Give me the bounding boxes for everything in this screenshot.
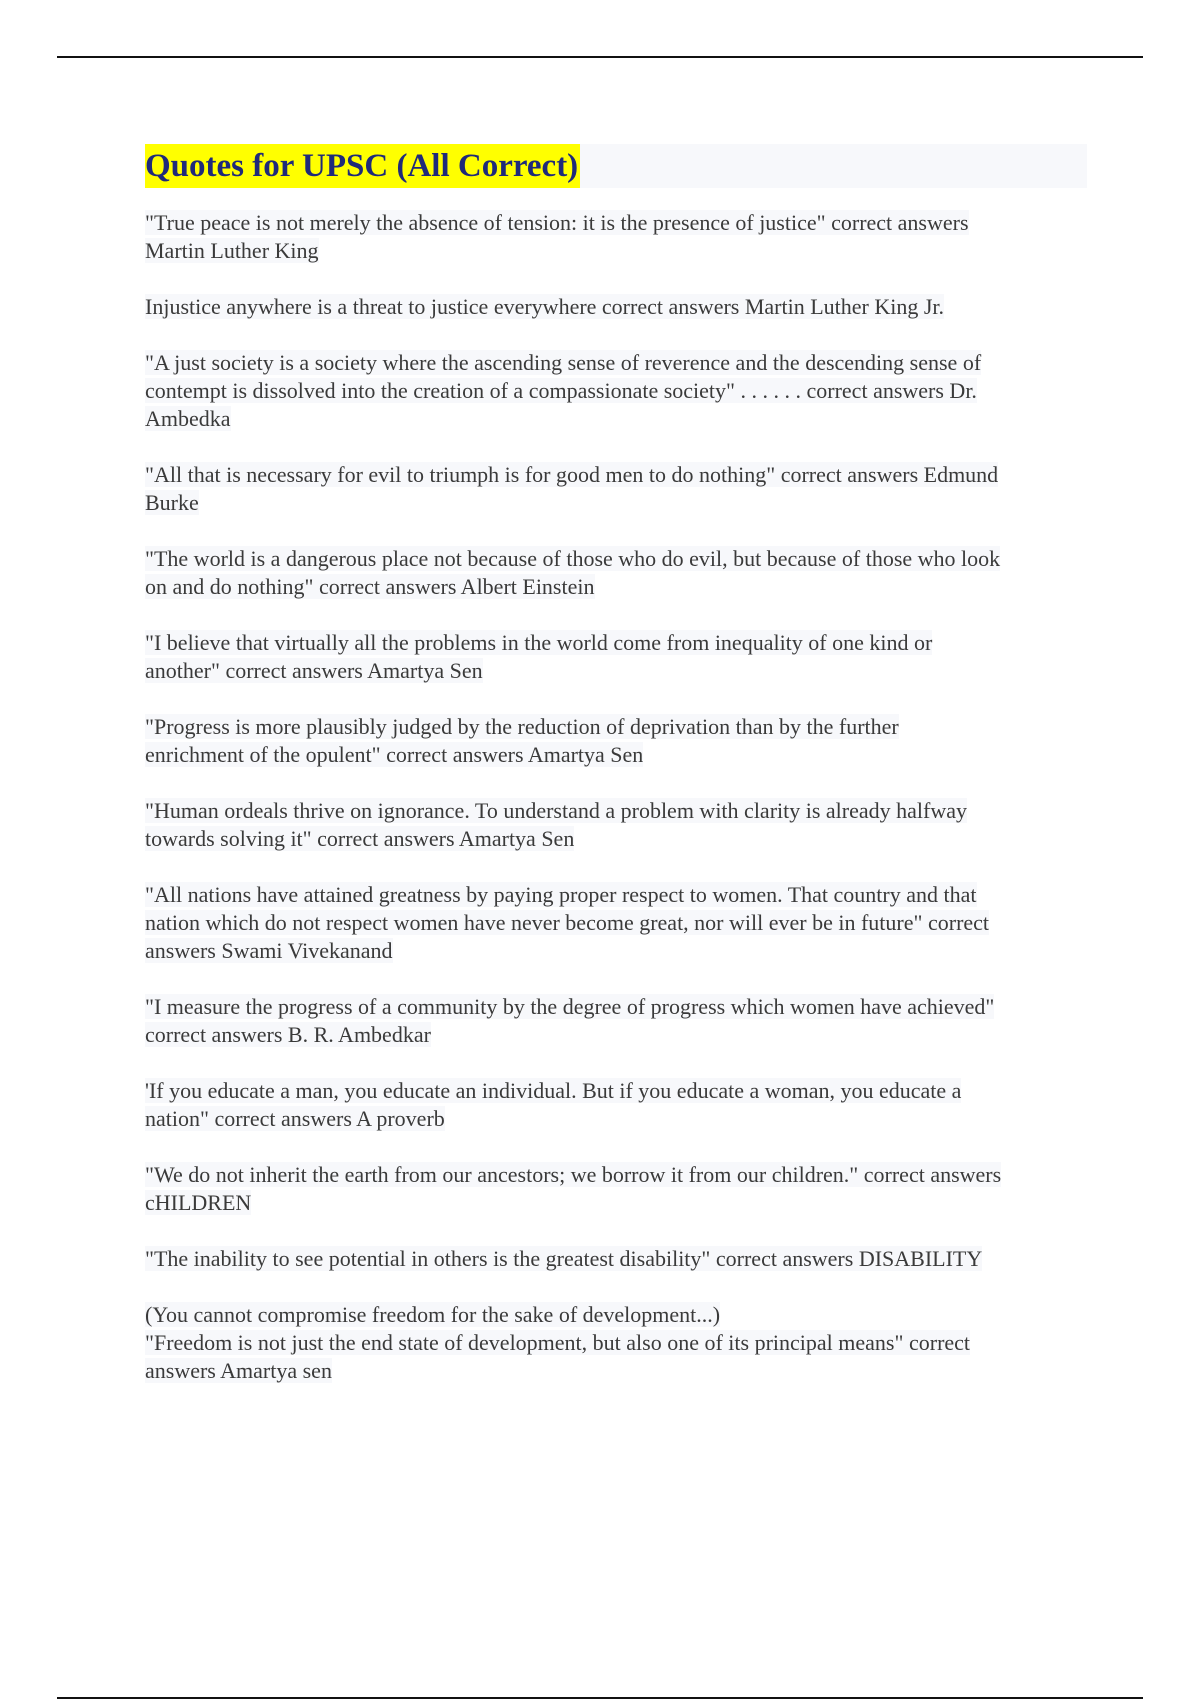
- quote-line: enrichment of the opulent" correct answers Amartya Sen: [145, 742, 644, 767]
- quote-item: [145, 1301, 1087, 1385]
- quote-line: "The inability to see potential in others is the greatest disability" correct answers DISABILITY: [145, 1246, 983, 1271]
- quote-line: "All nations have attained greatness by paying proper respect to women. That country and that: [145, 882, 977, 907]
- quote-line: Injustice anywhere is a threat to justice everywhere correct answers Martin Luther King Jr.: [145, 294, 945, 319]
- quote-item: [145, 461, 1087, 517]
- quote-line: "Human ordeals thrive on ignorance. To understand a problem with clarity is already halfway: [145, 798, 968, 823]
- quote-item: [145, 1161, 1087, 1217]
- quote-list: [145, 209, 1087, 1413]
- quote-item: [145, 545, 1087, 601]
- quote-item: [145, 629, 1087, 685]
- top-rule: [57, 56, 1143, 58]
- quote-item: [145, 881, 1087, 965]
- quote-item: [145, 993, 1087, 1049]
- quote-line: "I believe that virtually all the problems in the world come from inequality of one kind or: [145, 630, 933, 655]
- title-row: [145, 144, 1087, 188]
- quote-line: another" correct answers Amartya Sen: [145, 658, 483, 683]
- quote-line: on and do nothing" correct answers Albert Einstein: [145, 574, 595, 599]
- quote-line: "The world is a dangerous place not because of those who do evil, but because of those who look: [145, 546, 1001, 571]
- document-title: Quotes for UPSC (All Correct): [145, 144, 580, 188]
- quote-line: "We do not inherit the earth from our ancestors; we borrow it from our children." correct answers: [145, 1162, 1002, 1187]
- quote-line: "All that is necessary for evil to triumph is for good men to do nothing" correct answers Edmund: [145, 462, 999, 487]
- quote-line: Martin Luther King: [145, 238, 319, 263]
- quote-line: "A just society is a society where the ascending sense of reverence and the descending sense of: [145, 350, 982, 375]
- quote-line: answers Swami Vivekanand: [145, 938, 393, 963]
- quote-item: [145, 1245, 1087, 1273]
- quote-line: nation" correct answers A proverb: [145, 1106, 445, 1131]
- quote-item: [145, 209, 1087, 265]
- quote-line: nation which do not respect women have never become great, nor will ever be in future" correct: [145, 910, 990, 935]
- quote-line: towards solving it" correct answers Amartya Sen: [145, 826, 575, 851]
- quote-line: (You cannot compromise freedom for the sake of development...): [145, 1302, 721, 1327]
- bottom-rule: [57, 1697, 1143, 1699]
- quote-line: correct answers B. R. Ambedkar: [145, 1022, 431, 1047]
- quote-line: 'If you educate a man, you educate an individual. But if you educate a woman, you educate a: [145, 1078, 962, 1103]
- quote-line: "True peace is not merely the absence of tension: it is the presence of justice" correct answers: [145, 210, 969, 235]
- quote-line: contempt is dissolved into the creation of a compassionate society" . . . . . . correct answers Dr.: [145, 378, 977, 403]
- quote-line: "Progress is more plausibly judged by the reduction of deprivation than by the further: [145, 714, 899, 739]
- document-body: [145, 144, 1087, 1413]
- quote-line: cHILDREN: [145, 1190, 252, 1215]
- quote-item: [145, 1077, 1087, 1133]
- quote-line: answers Amartya sen: [145, 1358, 332, 1383]
- quote-item: [145, 293, 1087, 321]
- quote-line: "Freedom is not just the end state of development, but also one of its principal means" correct: [145, 1330, 971, 1355]
- quote-line: Ambedka: [145, 406, 231, 431]
- quote-line: "I measure the progress of a community by the degree of progress which women have achieved": [145, 994, 995, 1019]
- quote-item: [145, 797, 1087, 853]
- quote-item: [145, 713, 1087, 769]
- quote-item: [145, 349, 1087, 433]
- quote-line: Burke: [145, 490, 199, 515]
